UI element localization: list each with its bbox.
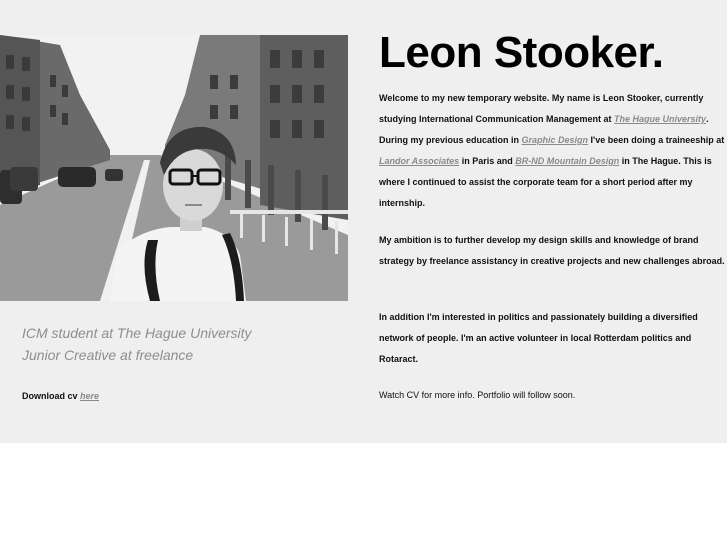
tagline-study: ICM student at The Hague University bbox=[22, 325, 252, 341]
bio-intro bbox=[379, 88, 727, 214]
link-the-hague-university[interactable]: The Hague University bbox=[614, 114, 707, 124]
page-title: Leon Stooker. bbox=[379, 28, 664, 77]
download-cv-label: Download cv bbox=[22, 391, 81, 401]
link-br-nd-mountain-design[interactable]: BR-ND Mountain Design bbox=[515, 156, 620, 166]
bio-note: Watch CV for more info. Portfolio will follow soon. bbox=[379, 390, 576, 400]
download-cv bbox=[22, 391, 99, 401]
portrait-photo bbox=[0, 35, 348, 301]
street-photo-illustration bbox=[0, 35, 348, 301]
bio-intro-text-1: Welcome to my new temporary website. My name is Leon Stooker, currently studying International Communication Management at bbox=[379, 93, 704, 124]
download-cv-link[interactable]: here bbox=[80, 391, 100, 401]
bio-ambition: My ambition is to further develop my design skills and knowledge of brand strategy by freelance assistancy in creative projects and new challenges abroad. bbox=[379, 235, 725, 266]
bio-intro-text-4: in Paris and bbox=[459, 156, 516, 166]
bio-intro-text-2: . During my previous education in bbox=[379, 114, 709, 145]
bio-intro-text-3: I've been doing a traineeship at bbox=[588, 135, 725, 145]
link-landor-associates[interactable]: Landor Associates bbox=[379, 156, 460, 166]
bio-interests: In addition I'm interested in politics and passionately building a diversified network of people. I'm an active volunteer in local Rotterdam politics and Rotaract. bbox=[379, 312, 698, 364]
bio-intro-text-5: in The Hague. This is where I continued to assist the corporate team for a short period after my internship. bbox=[379, 156, 712, 208]
tagline-job: Junior Creative at freelance bbox=[22, 347, 194, 363]
link-graphic-design[interactable]: Graphic Design bbox=[521, 135, 589, 145]
